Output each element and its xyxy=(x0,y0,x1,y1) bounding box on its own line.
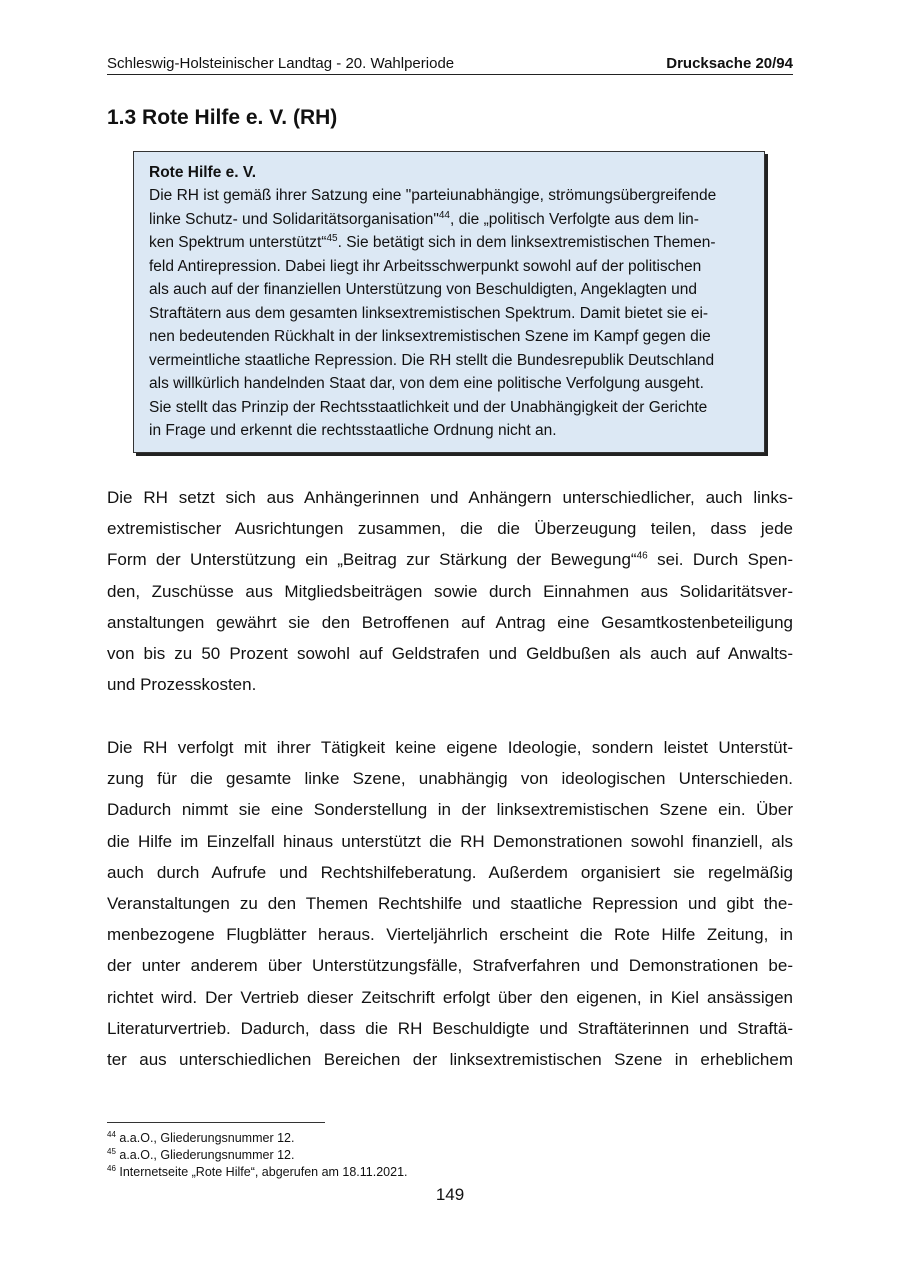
text-line: auch durch Aufrufe und Rechtshilfeberatung. Außerdem organisiert sie regelmäßig xyxy=(107,862,793,882)
text-line: richtet wird. Der Vertrieb dieser Zeitschrift erfolgt über den eigenen, in Kiel ansässigen xyxy=(107,987,793,1007)
info-box-line: vermeintliche staatliche Repression. Die RH stellt die Bundesrepublik Deutschland xyxy=(149,351,715,369)
page-header xyxy=(107,54,793,75)
footnote: $^{44}$ a.a.O., Gliederungsnummer 12. xyxy=(107,1129,295,1145)
info-box-line: feld Antirepression. Dabei liegt ihr Arbeitsschwerpunkt sowohl auf der politischen xyxy=(149,257,702,275)
text-line: Veranstaltungen zu den Themen Rechtshilfe und staatliche Repression und gibt the- xyxy=(107,893,793,913)
info-box-line: Die RH ist gemäß ihrer Satzung eine "parteiunabhängige, strömungsübergreifende xyxy=(149,187,717,204)
info-box-title: Rote Hilfe e. V. xyxy=(149,164,257,181)
paragraph-1 xyxy=(107,482,793,700)
info-box-line: ken Spektrum unterstützt“$^{45}$. Sie betätigt sich in dem linksextremistischen Themen- xyxy=(149,232,716,251)
footnotes xyxy=(107,1130,408,1181)
footnote-ref-44: 44 xyxy=(438,209,450,221)
text-line: ter aus unterschiedlichen Bereichen der linksextremistischen Szene in erheblichem xyxy=(107,1049,793,1069)
section-heading: 1.3 Rote Hilfe e. V. (RH) xyxy=(107,106,338,129)
footnote-ref-45: 45 xyxy=(326,232,338,244)
info-box-line: Sie stellt das Prinzip der Rechtsstaatlichkeit und der Unabhängigkeit der Gerichte xyxy=(149,398,708,416)
text-line: von bis zu 50 Prozent sowohl auf Geldstrafen und Geldbußen als auch auf Anwalts- xyxy=(107,643,793,663)
text-line: anstaltungen gewährt sie den Betroffenen auf Antrag eine Gesamtkostenbeteiligung xyxy=(107,612,793,632)
footnote-ref-46: 46 xyxy=(636,550,648,562)
text-line: Literaturvertrieb. Dadurch, dass die RH Beschuldigte und Straftäterinnen und Straftä- xyxy=(107,1018,793,1038)
text-line: den, Zuschüsse aus Mitgliedsbeiträgen sowie durch Einnahmen aus Solidaritätsver- xyxy=(107,581,793,601)
info-box-line: linke Schutz- und Solidaritätsorganisation"$^{44}$, die „politisch Verfolgte aus dem lin- xyxy=(149,209,699,228)
info-box-line: als willkürlich handelnden Staat dar, von dem eine politische Verfolgung ausgeht. xyxy=(149,375,704,392)
text-line: Die RH verfolgt mit ihrer Tätigkeit keine eigene Ideologie, sondern leistet Unterstüt- xyxy=(107,738,793,757)
page-number: 149 xyxy=(435,1185,465,1204)
text-line: Dadurch nimmt sie eine Sonderstellung in der linksextremistischen Szene ein. Über xyxy=(107,800,793,820)
info-box-line: als auch auf der finanziellen Unterstützung von Beschuldigten, Angeklagten und xyxy=(149,281,698,298)
header-parliament: Schleswig-Holsteinischer Landtag - 20. Wahlperiode xyxy=(107,55,455,72)
paragraph-2 xyxy=(107,732,793,1075)
header-document-number: Drucksache 20/94 xyxy=(666,55,793,72)
text-line: die Hilfe im Einzelfall hinaus unterstützt die RH Demonstrationen sowohl finanziell, als xyxy=(107,831,793,851)
text-line: der unter anderem über Unterstützungsfälle, Strafverfahren und Demonstrationen be- xyxy=(107,956,793,976)
info-box-line: in Frage und erkennt die rechtsstaatliche Ordnung nicht an. xyxy=(149,422,557,439)
text-line: menbezogene Flugblätter heraus. Vierteljährlich erscheint die Rote Hilfe Zeitung, in xyxy=(107,925,793,945)
info-box xyxy=(133,151,765,453)
text-line: extremistischer Ausrichtungen zusammen, die die Überzeugung teilen, dass jede xyxy=(107,519,793,539)
text-line: und Prozesskosten. xyxy=(107,675,257,695)
text-line: Form der Unterstützung ein „Beitrag zur Stärkung der Bewegung“$^{46}$ sei. Durch Spen- xyxy=(107,550,793,570)
footnote-divider xyxy=(107,1122,325,1123)
footnote: $^{45}$ a.a.O., Gliederungsnummer 12. xyxy=(107,1146,295,1162)
text-line: Die RH setzt sich aus Anhängerinnen und Anhängern unterschiedlicher, auch links- xyxy=(107,488,793,507)
footnote: $^{46}$ Internetseite „Rote Hilfe“, abgerufen am 18.11.2021. xyxy=(107,1163,408,1179)
info-box-line: Straftätern aus dem gesamten linksextremistischen Spektrum. Damit bietet sie ei- xyxy=(149,304,709,322)
info-box-line: nen bedeutenden Rückhalt in der linksextremistischen Szene im Kampf gegen die xyxy=(149,328,711,345)
text-line: zung für die gesamte linke Szene, unabhängig von ideologischen Unterschieden. xyxy=(107,769,793,789)
